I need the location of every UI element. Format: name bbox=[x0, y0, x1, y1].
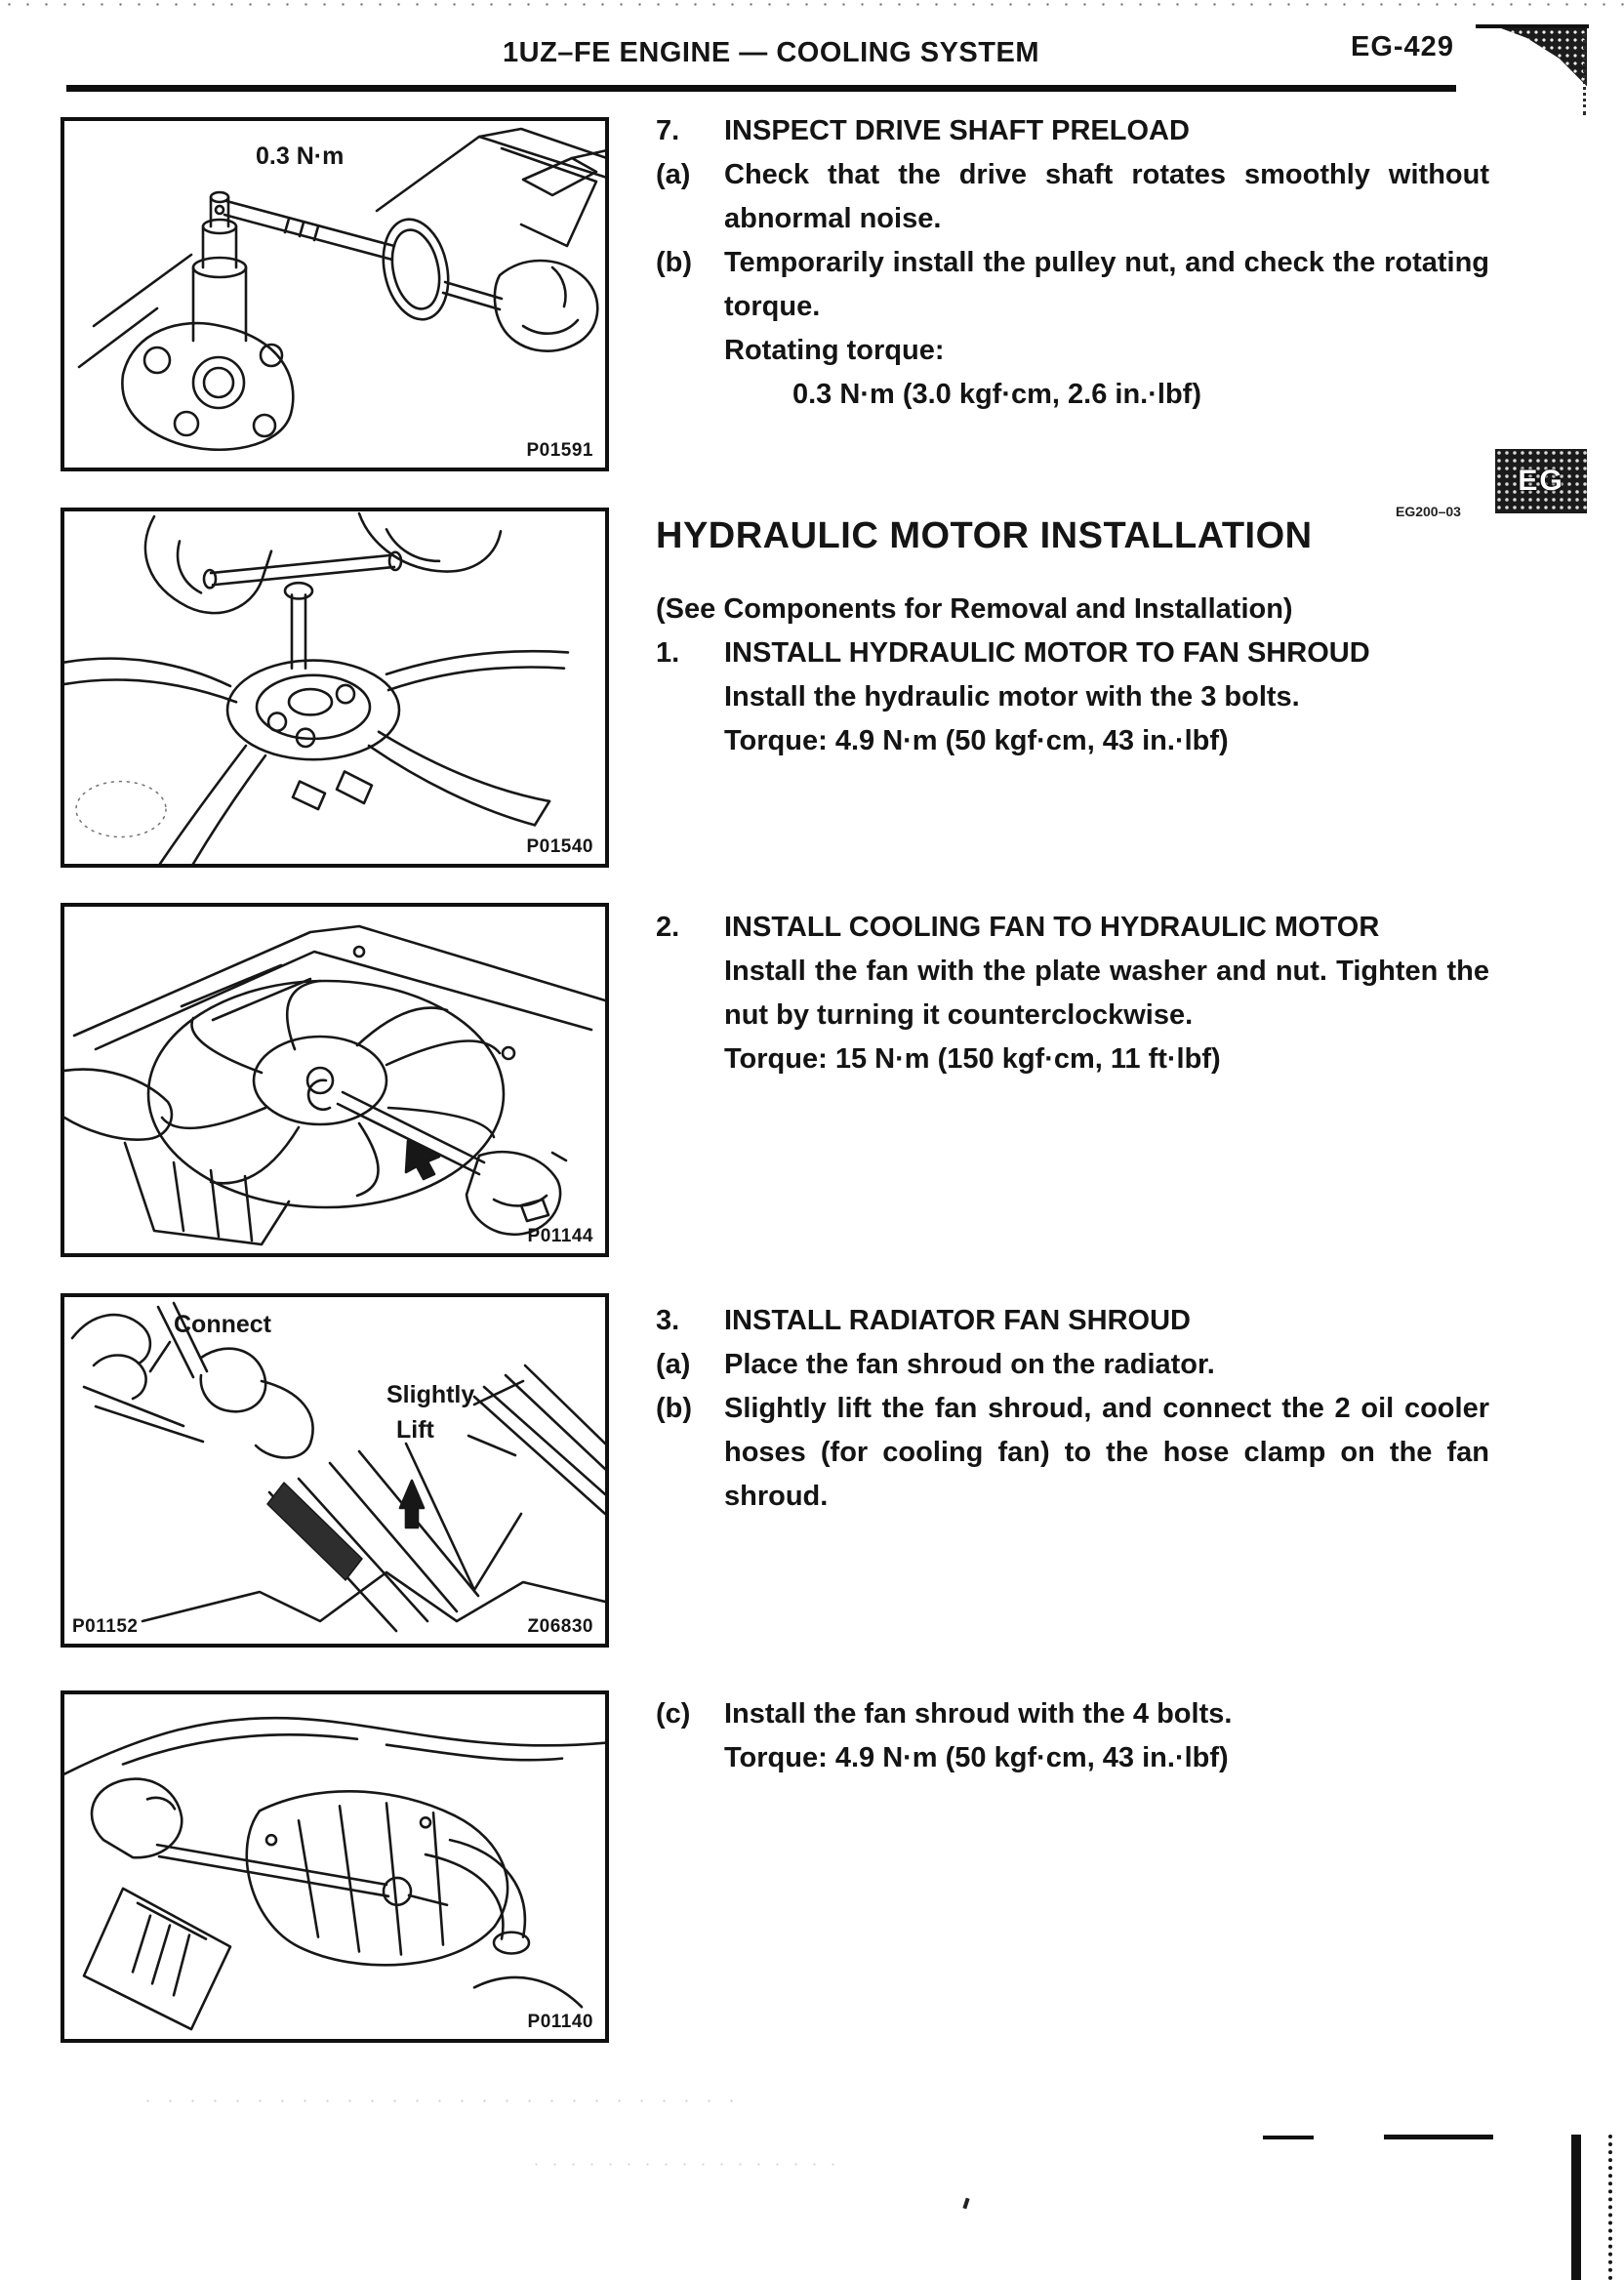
figure-cooling-fan-install bbox=[61, 903, 609, 1257]
figure-code: P01152 bbox=[72, 1616, 139, 1637]
item-text: Install the fan shroud with the 4 bolts. bbox=[724, 1698, 1233, 1730]
scan-noise-band bbox=[0, 0, 1624, 12]
section-tab-eg bbox=[1495, 449, 1587, 513]
item-marker: (b) bbox=[656, 247, 693, 278]
list-item bbox=[656, 1387, 1489, 1519]
corner-line-artifact bbox=[1476, 24, 1589, 28]
torque-spec: Torque: 15 N·m (150 kgf·cm, 11 ft·lbf) bbox=[724, 1043, 1221, 1075]
figure-code: P01591 bbox=[526, 440, 593, 461]
connect-annotation: Connect bbox=[174, 1311, 271, 1338]
item-text: Check that the drive shaft rotates smoothly without abnormal noise. bbox=[724, 159, 1489, 234]
figure-shroud-hose-connect bbox=[61, 1293, 609, 1648]
figure-code: Z06830 bbox=[527, 1616, 593, 1637]
step-heading-text: INSPECT DRIVE SHAFT PRELOAD bbox=[724, 115, 1190, 146]
figure-code: P01144 bbox=[527, 1226, 593, 1246]
item-marker: (a) bbox=[656, 1349, 691, 1380]
torque-spec: Torque: 4.9 N·m (50 kgf·cm, 43 in.·lbf) bbox=[724, 1742, 1229, 1773]
item-marker: (b) bbox=[656, 1393, 693, 1424]
torque-spec: Torque: 4.9 N·m (50 kgf·cm, 43 in.·lbf) bbox=[724, 725, 1229, 756]
figure-drive-shaft-preload bbox=[61, 117, 609, 471]
page-title: 1UZ–FE ENGINE — COOLING SYSTEM bbox=[503, 37, 1039, 68]
slightly-lift-annotation-line2: Lift bbox=[396, 1416, 434, 1444]
header-rule bbox=[66, 85, 1456, 92]
figure-illustration bbox=[64, 1694, 605, 2039]
section-install-radiator-fan-shroud bbox=[656, 1299, 1489, 1519]
figure-illustration bbox=[64, 907, 605, 1253]
step-heading bbox=[656, 1299, 1489, 1343]
figure-code: P01140 bbox=[527, 2012, 593, 2032]
item-text: Place the fan shroud on the radiator. bbox=[724, 1349, 1215, 1380]
section-install-shroud-bolts bbox=[656, 1692, 1489, 1780]
page-number: EG-429 bbox=[1351, 31, 1454, 62]
step-heading bbox=[656, 906, 1489, 950]
spec-label: Rotating torque: bbox=[724, 335, 945, 366]
list-item bbox=[656, 241, 1489, 329]
see-note: (See Components for Removal and Installation) bbox=[656, 593, 1293, 625]
list-item bbox=[656, 1343, 1489, 1387]
scan-noise-band bbox=[527, 2161, 849, 2168]
section-hydraulic-intro bbox=[656, 588, 1489, 763]
step-number: 3. bbox=[656, 1305, 680, 1336]
section-inspect-drive-shaft-preload bbox=[656, 109, 1489, 417]
section-title: HYDRAULIC MOTOR INSTALLATION bbox=[656, 515, 1313, 556]
slightly-lift-annotation-line1: Slightly bbox=[386, 1381, 475, 1408]
section-tab-label: EG bbox=[1518, 465, 1564, 497]
item-marker: (a) bbox=[656, 159, 691, 190]
step-heading-text: INSTALL COOLING FAN TO HYDRAULIC MOTOR bbox=[724, 912, 1380, 943]
step-heading bbox=[656, 631, 1489, 675]
binding-bar-artifact bbox=[1571, 2135, 1581, 2280]
figure-shroud-bolt-install bbox=[61, 1690, 609, 2043]
figure-hydraulic-motor-install bbox=[61, 508, 609, 868]
bottom-dash-artifact bbox=[1263, 2136, 1314, 2139]
bottom-dash-artifact bbox=[1384, 2135, 1493, 2139]
figure-illustration bbox=[64, 1297, 605, 1644]
item-marker: (c) bbox=[656, 1698, 691, 1730]
figure-code: P01540 bbox=[526, 836, 593, 857]
step-number: 7. bbox=[656, 115, 680, 146]
corner-dots-artifact bbox=[1583, 33, 1586, 115]
step-body: Install the fan with the plate washer and nut. Tighten the nut by turning it counterclockwise. bbox=[724, 956, 1489, 1031]
torque-annotation: 0.3 N·m bbox=[256, 142, 345, 170]
list-item bbox=[656, 153, 1489, 241]
list-item bbox=[656, 1692, 1489, 1736]
step-heading bbox=[656, 109, 1489, 153]
step-heading-text: INSTALL HYDRAULIC MOTOR TO FAN SHROUD bbox=[724, 637, 1370, 669]
step-body: Install the hydraulic motor with the 3 bolts. bbox=[724, 681, 1300, 712]
section-ref-code: EG200–03 bbox=[1396, 504, 1461, 519]
item-text: Slightly lift the fan shroud, and connect the 2 oil cooler hoses (for cooling fan) to the hose clamp on the fan shroud. bbox=[724, 1393, 1489, 1512]
section-install-cooling-fan bbox=[656, 906, 1489, 1081]
step-number: 2. bbox=[656, 912, 680, 943]
step-number: 1. bbox=[656, 637, 680, 669]
step-heading-text: INSTALL RADIATOR FAN SHROUD bbox=[724, 1305, 1191, 1336]
figure-illustration bbox=[64, 121, 605, 468]
scan-noise-band bbox=[137, 2097, 742, 2105]
item-text: Temporarily install the pulley nut, and check the rotating torque. bbox=[724, 247, 1489, 322]
figure-illustration bbox=[64, 511, 605, 864]
spec-value: 0.3 N·m (3.0 kgf·cm, 2.6 in.·lbf) bbox=[792, 379, 1201, 410]
binding-dots-artifact bbox=[1608, 2135, 1612, 2280]
corner-hatch-artifact bbox=[1501, 28, 1587, 89]
scan-speck bbox=[962, 2198, 969, 2210]
